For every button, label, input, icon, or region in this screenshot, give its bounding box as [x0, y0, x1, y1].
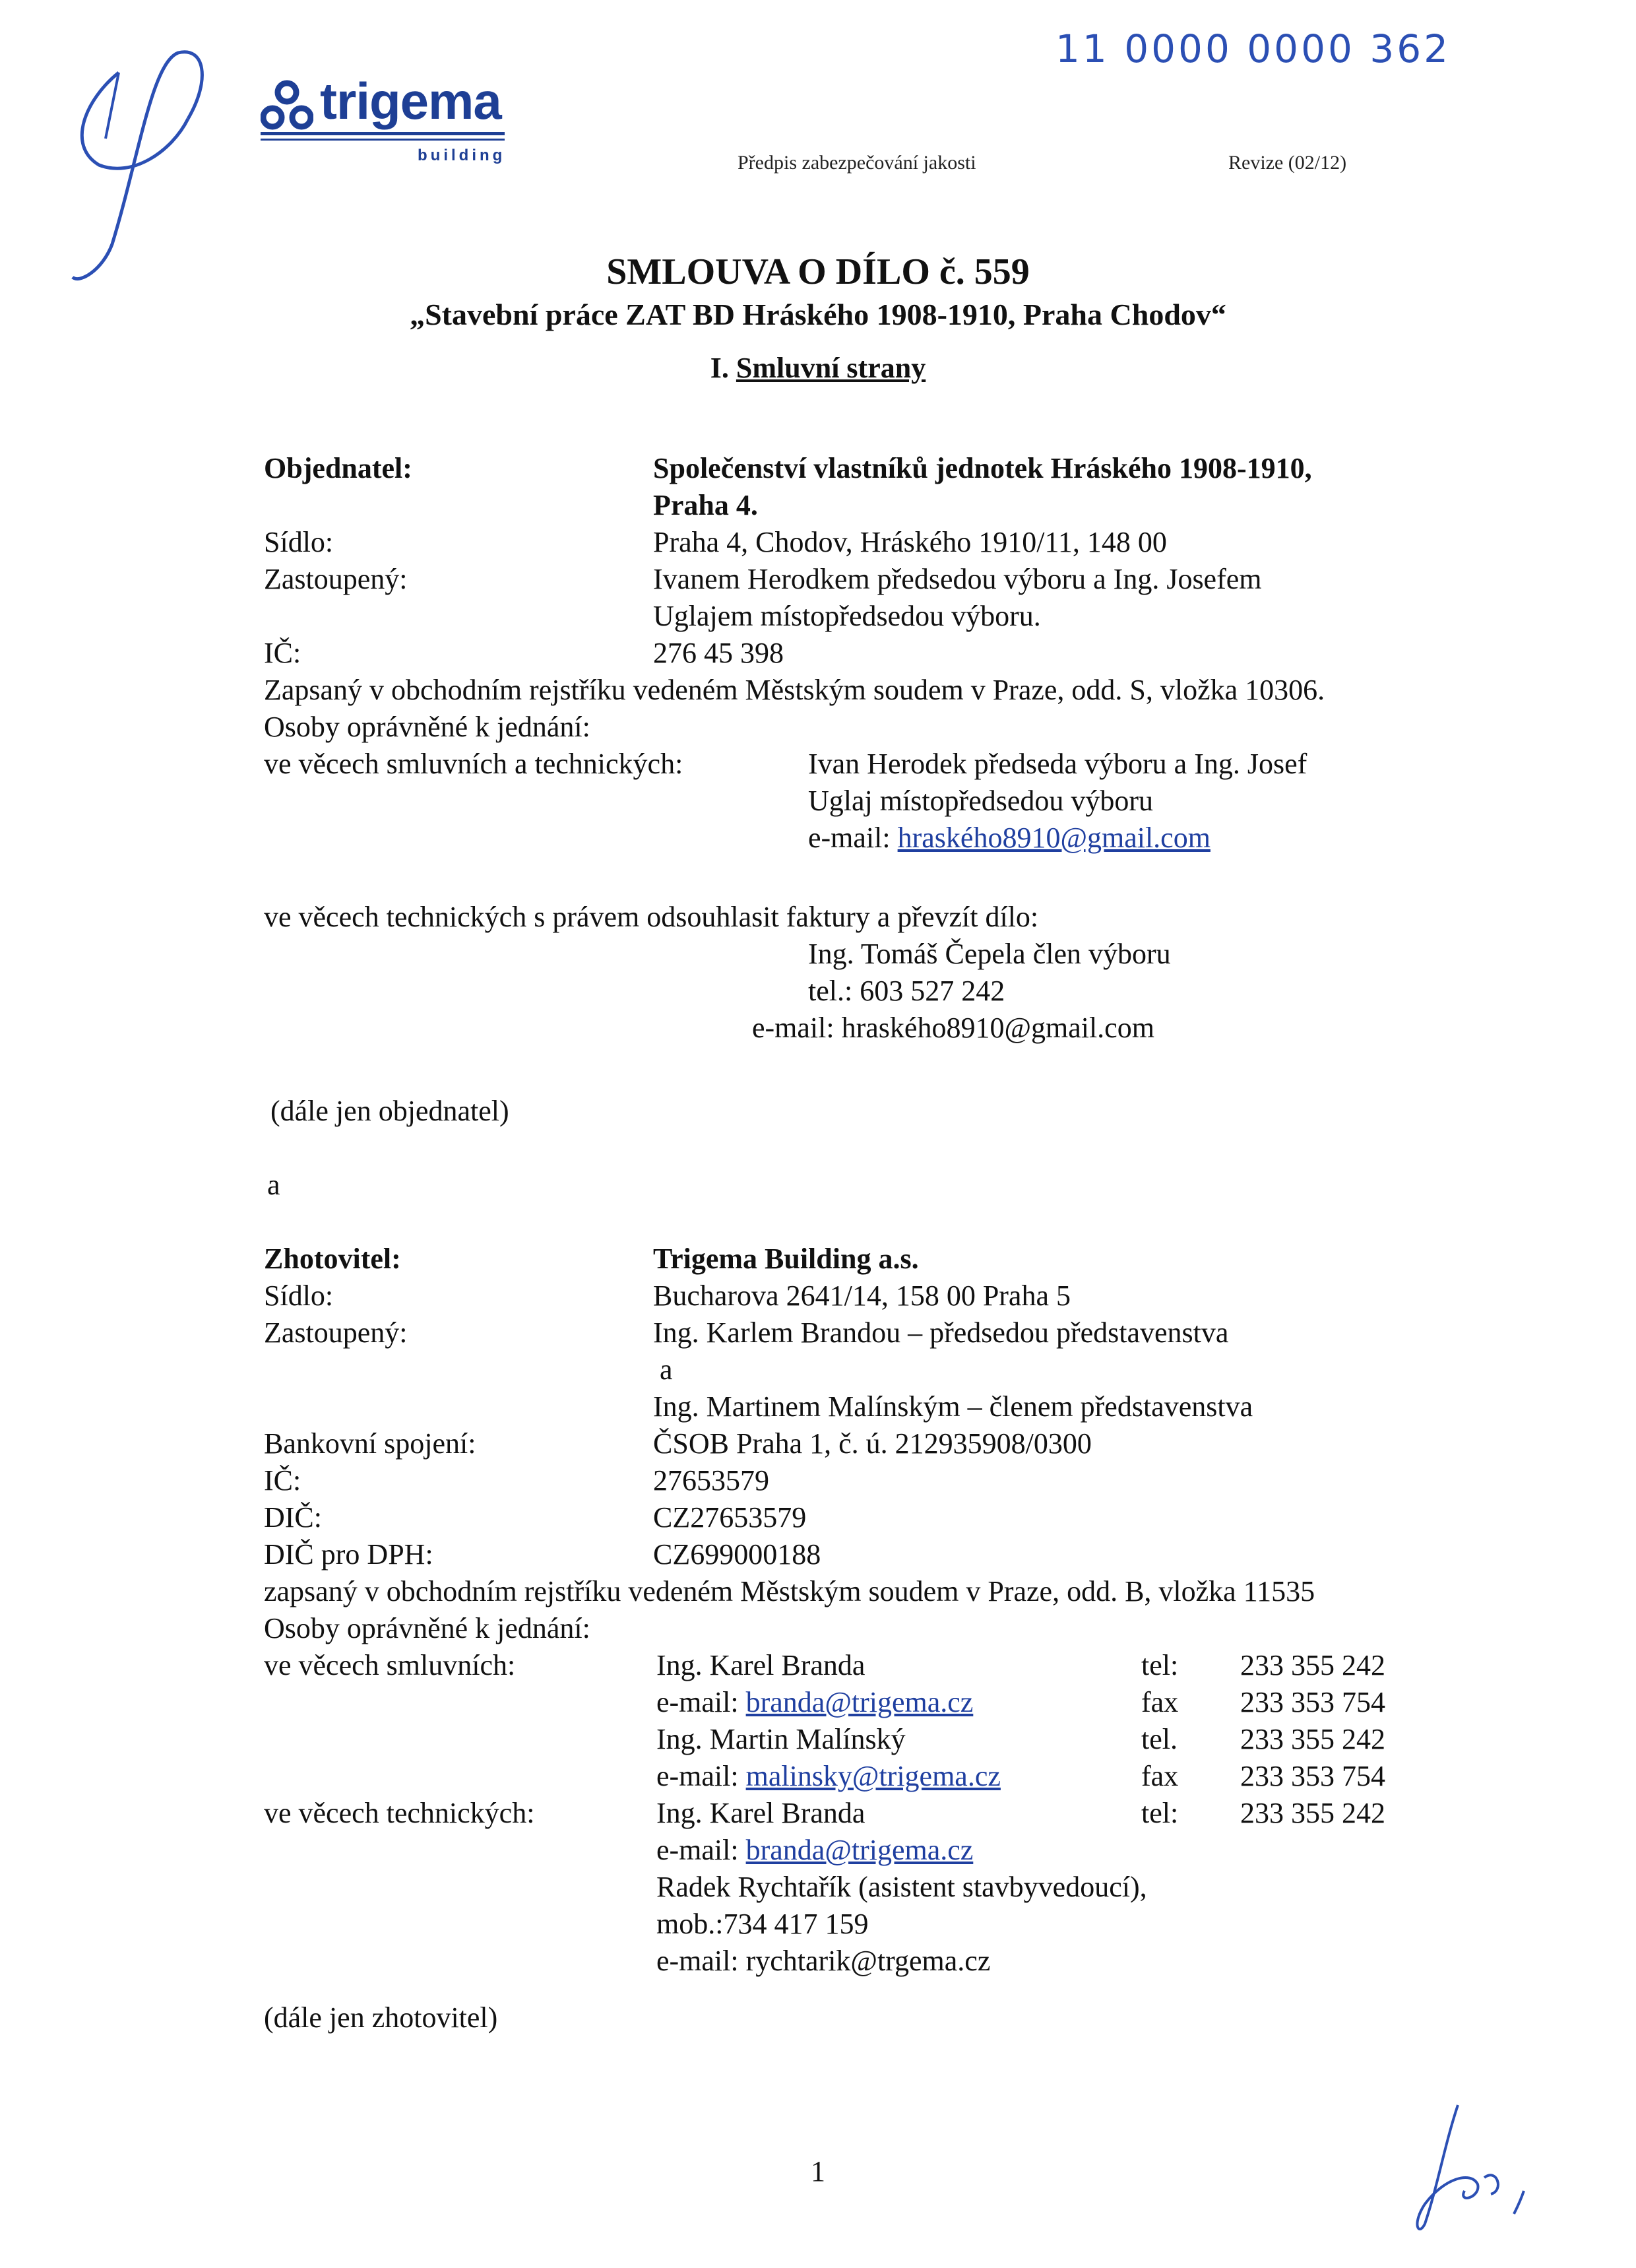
contact-branda-tech-name: Ing. Karel Branda [656, 1797, 865, 1829]
objednatel-email-link[interactable]: hraského8910@gmail.com [897, 822, 1211, 854]
zhotovitel-tech-label: ve věcech technických: [264, 1797, 535, 1829]
zhotovitel-bank: ČSOB Praha 1, č. ú. 212935908/0300 [653, 1427, 1092, 1460]
section-number: I. [710, 352, 729, 384]
zhotovitel-ic: 27653579 [653, 1464, 769, 1497]
malinsky-email-link[interactable]: malinsky@trigema.cz [745, 1760, 1001, 1792]
objednatel-contract-tech-line1: Ivan Herodek předseda výboru a Ing. Josef [808, 748, 1307, 780]
branda-email-link[interactable]: branda@trigema.cz [745, 1686, 974, 1718]
objednatel-ic-label: IČ: [264, 637, 301, 669]
objednatel-zastoupeny-label: Zastoupený: [264, 563, 408, 595]
objednatel-name-line2: Praha 4. [653, 489, 758, 521]
section-name: Smluvní strany [736, 352, 926, 384]
objednatel-tech-person: Ing. Tomáš Čepela člen výboru [808, 938, 1171, 970]
contact-rychtarik-name: Radek Rychtařík (asistent stavbyvedoucí), [656, 1871, 1147, 1903]
contact-malinsky-tel: 233 355 242 [1240, 1723, 1385, 1755]
contact-malinsky-name: Ing. Martin Malínský [656, 1723, 906, 1755]
zhotovitel-dph: CZ699000188 [653, 1538, 821, 1571]
email-prefix: e-mail: [656, 1834, 746, 1866]
contact-branda-email-row [656, 1684, 973, 1721]
document-subtitle: „Stavební práce ZAT BD Hráského 1908-1910, Praha Chodov“ [410, 298, 1226, 331]
email-prefix: e-mail: [656, 1760, 746, 1792]
page-number: 1 [811, 2155, 825, 2187]
objednatel-persons-label: Osoby oprávněné k jednání: [264, 711, 590, 743]
zhotovitel-dic-label: DIČ: [264, 1501, 322, 1534]
contact-branda-fax-label: fax [1141, 1686, 1179, 1718]
objednatel-contract-tech-line2: Uglaj místopředsedou výboru [808, 785, 1154, 817]
handwritten-initials [1399, 2092, 1557, 2250]
contact-branda-tel-label: tel: [1141, 1649, 1179, 1681]
zhotovitel-ic-label: IČ: [264, 1464, 301, 1497]
contact-branda-tech-tel: 233 355 242 [1240, 1797, 1385, 1829]
logo-mark-icon [261, 79, 313, 132]
contact-malinsky-email-row [656, 1758, 1001, 1795]
revision-label: Revize (02/12) [1228, 152, 1347, 174]
objednatel-zastoupeny-line1: Ivanem Herodkem předsedou výboru a Ing. Josefem [653, 563, 1262, 595]
document-type: Předpis zabezpečování jakosti [738, 152, 976, 174]
email-prefix: e-mail: [808, 822, 898, 854]
objednatel-sidlo-label: Sídlo: [264, 526, 334, 558]
objednatel-sidlo: Praha 4, Chodov, Hráského 1910/11, 148 00 [653, 526, 1167, 558]
zhotovitel-dph-label: DIČ pro DPH: [264, 1538, 433, 1571]
objednatel-zastoupeny-line2: Uglajem místopředsedou výboru. [653, 600, 1041, 632]
email-prefix: e-mail: [656, 1686, 746, 1718]
logo-subtitle: building [418, 146, 506, 164]
contact-rychtarik-email: e-mail: rychtarik@trgema.cz [656, 1945, 991, 1977]
zhotovitel-sidlo: Bucharova 2641/14, 158 00 Praha 5 [653, 1280, 1071, 1312]
zhotovitel-contract-label: ve věcech smluvních: [264, 1649, 516, 1681]
contact-malinsky-fax: 233 353 754 [1240, 1760, 1385, 1792]
contact-rychtarik-mobile: mob.:734 417 159 [656, 1908, 869, 1940]
section-heading [0, 351, 1636, 385]
objednatel-ic: 276 45 398 [653, 637, 784, 669]
objednatel-name-line1: Společenství vlastníků jednotek Hráského 1908-1910, [653, 452, 1312, 484]
contact-branda-tech-email-row [656, 1832, 973, 1869]
zhotovitel-zastoupeny-line1: Ing. Karlem Brandou – předsedou představenstva [653, 1316, 1229, 1349]
company-logo [261, 66, 511, 172]
zhotovitel-dale-jen: (dále jen zhotovitel) [264, 2001, 498, 2034]
zhotovitel-persons-label: Osoby oprávněné k jednání: [264, 1612, 590, 1644]
zhotovitel-zastoupeny-label: Zastoupený: [264, 1316, 408, 1349]
objednatel-dale-jen: (dále jen objednatel) [270, 1095, 509, 1127]
branda-tech-email-link[interactable]: branda@trigema.cz [745, 1834, 974, 1866]
contact-malinsky-fax-label: fax [1141, 1760, 1179, 1792]
logo-rule [261, 132, 505, 135]
logo-rule-2 [261, 139, 505, 141]
objednatel-tech-tel: tel.: 603 527 242 [808, 975, 1005, 1007]
logo-wordmark: trigema [320, 72, 501, 130]
zhotovitel-register: zapsaný v obchodním rejstříku vedeném Městským soudem v Praze, odd. B, vložka 11535 [264, 1575, 1315, 1607]
objednatel-tech-email: e-mail: hraského8910@gmail.com [752, 1012, 1154, 1044]
contact-branda-tech-tel-label: tel: [1141, 1797, 1179, 1829]
handwritten-registration-number: 11 0000 0000 362 [1055, 26, 1451, 71]
zhotovitel-sidlo-label: Sídlo: [264, 1280, 334, 1312]
objednatel-contract-email-row [808, 820, 1211, 857]
document-title: SMLOUVA O DÍLO č. 559 [606, 251, 1030, 292]
contact-branda-fax: 233 353 754 [1240, 1686, 1385, 1718]
zhotovitel-name: Trigema Building a.s. [653, 1243, 919, 1275]
objednatel-register: Zapsaný v obchodním rejstříku vedeném Městským soudem v Praze, odd. S, vložka 10306. [264, 674, 1325, 706]
contact-malinsky-tel-label: tel. [1141, 1723, 1178, 1755]
objednatel-tech-rights-label: ve věcech technických s právem odsouhlasit faktury a převzít dílo: [264, 901, 1039, 933]
contact-branda-tel: 233 355 242 [1240, 1649, 1385, 1681]
and-connector: a [267, 1169, 280, 1201]
zhotovitel-bank-label: Bankovní spojení: [264, 1427, 476, 1460]
zhotovitel-zastoupeny-line2: Ing. Martinem Malínským – členem představenstva [653, 1390, 1253, 1423]
objednatel-contract-tech-label: ve věcech smluvních a technických: [264, 748, 683, 780]
zhotovitel-label: Zhotovitel: [264, 1243, 401, 1275]
objednatel-label: Objednatel: [264, 452, 412, 484]
zhotovitel-zastoupeny-a: a [660, 1353, 673, 1386]
contact-branda-name: Ing. Karel Branda [656, 1649, 865, 1681]
zhotovitel-dic: CZ27653579 [653, 1501, 807, 1534]
